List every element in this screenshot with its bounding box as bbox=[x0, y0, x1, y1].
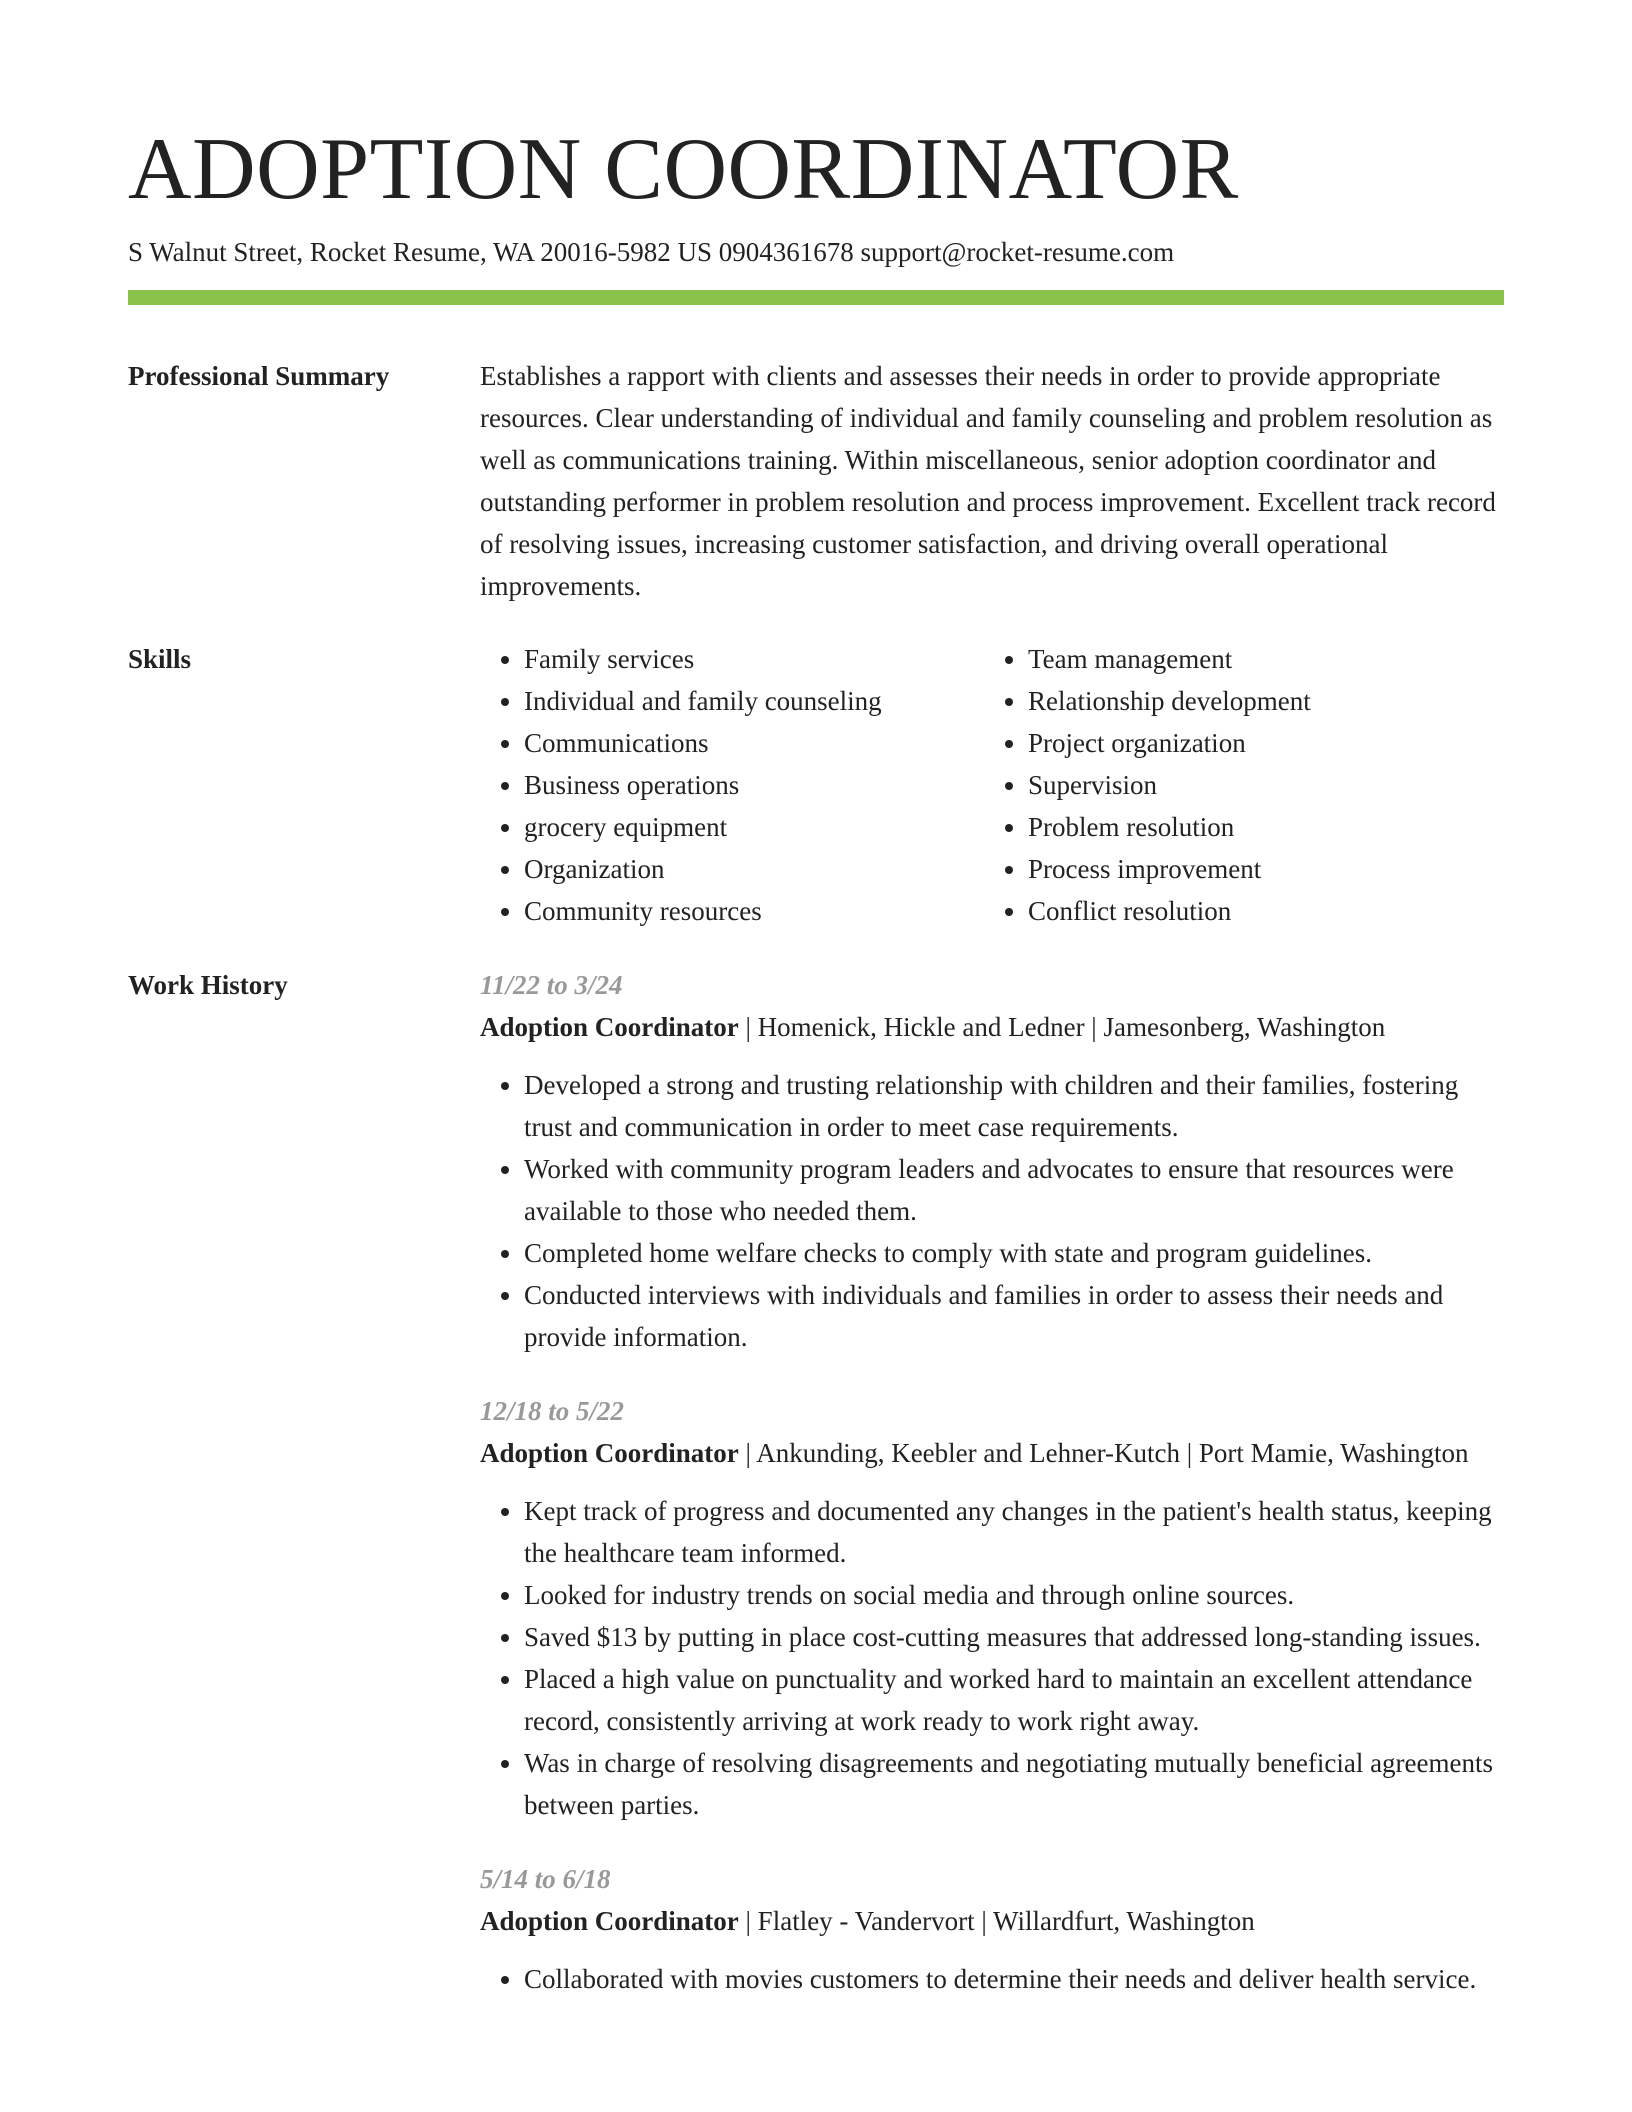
job-bullet: • Conducted interviews with individuals and families in order to assess their needs and provide information. bbox=[524, 1274, 1504, 1358]
contact-line: S Walnut Street, Rocket Resume, WA 20016-5982 US 0904361678 support@rocket-resume.com bbox=[128, 237, 1175, 267]
skill-item: • Family services bbox=[524, 638, 984, 680]
job-bullet: • Looked for industry trends on social media and through online sources. bbox=[524, 1574, 1504, 1616]
job-bullets bbox=[480, 1490, 1504, 1826]
resume-page bbox=[128, 118, 1504, 2032]
skill-item: • Relationship development bbox=[1028, 680, 1488, 722]
job-bullet: • Saved $13 by putting in place cost-cutting measures that addressed long-standing issues. bbox=[524, 1616, 1504, 1658]
professional-summary-section bbox=[128, 355, 1504, 607]
job-bullet: • Worked with community program leaders and advocates to ensure that resources were available to those who needed them. bbox=[524, 1148, 1504, 1232]
work-history-body bbox=[480, 964, 1504, 2032]
job-title: Adoption Coordinator bbox=[480, 1012, 739, 1042]
candidate-name: ADOPTION COORDINATOR bbox=[128, 121, 1239, 218]
skills-body bbox=[480, 638, 1504, 932]
section-title-skills: Skills bbox=[128, 644, 192, 674]
job-bullet: • Completed home welfare checks to comply with state and program guidelines. bbox=[524, 1232, 1504, 1274]
skill-item: • Process improvement bbox=[1028, 848, 1488, 890]
job-employer-location: | Ankunding, Keebler and Lehner-Kutch | Port Mamie, Washington bbox=[738, 1438, 1469, 1468]
skill-item: • Supervision bbox=[1028, 764, 1488, 806]
skill-item: • Individual and family counseling bbox=[524, 680, 984, 722]
skills-section bbox=[128, 638, 1504, 932]
skill-item: • Problem resolution bbox=[1028, 806, 1488, 848]
job-bullets bbox=[480, 1064, 1504, 1358]
job-heading bbox=[480, 1006, 1504, 1048]
job-title: Adoption Coordinator bbox=[480, 1438, 739, 1468]
skill-item: • Community resources bbox=[524, 890, 984, 932]
job-dates: 5/14 to 6/18 bbox=[480, 1864, 611, 1894]
job-employer-location: | Homenick, Hickle and Ledner | Jamesonberg, Washington bbox=[738, 1012, 1386, 1042]
job-entry bbox=[480, 964, 1504, 1358]
job-bullet: • Kept track of progress and documented any changes in the patient's health status, keeping the healthcare team informed. bbox=[524, 1490, 1504, 1574]
skills-right-list bbox=[984, 638, 1488, 932]
job-bullet: • Placed a high value on punctuality and worked hard to maintain an excellent attendance record, consistently arriving at work ready to work right away. bbox=[524, 1658, 1504, 1742]
skill-item: • Business operations bbox=[524, 764, 984, 806]
job-title: Adoption Coordinator bbox=[480, 1906, 739, 1936]
section-title-work: Work History bbox=[128, 970, 288, 1000]
job-employer-location: | Flatley - Vandervort | Willardfurt, Washington bbox=[738, 1906, 1255, 1936]
job-entry bbox=[480, 1858, 1504, 2000]
job-dates: 11/22 to 3/24 bbox=[480, 970, 623, 1000]
job-heading bbox=[480, 1900, 1504, 1942]
job-heading bbox=[480, 1432, 1504, 1474]
skill-item: • Project organization bbox=[1028, 722, 1488, 764]
skills-left-list bbox=[480, 638, 984, 932]
summary-text: Establishes a rapport with clients and assesses their needs in order to provide appropriate resources. Clear understanding of individual and family counseling and problem resolution as well as communications training. Within miscellaneous, senior adoption coordinator and outstanding performer in problem resolution and process improvement. Excellent track record of resolving issues, increasing customer satisfaction, and driving overall operational improvements. bbox=[480, 361, 1496, 601]
job-entry bbox=[480, 1390, 1504, 1826]
job-bullets bbox=[480, 1958, 1504, 2000]
skill-item: • Communications bbox=[524, 722, 984, 764]
job-dates: 12/18 to 5/22 bbox=[480, 1396, 625, 1426]
section-title-summary: Professional Summary bbox=[128, 361, 390, 391]
job-bullet: • Collaborated with movies customers to determine their needs and deliver health service. bbox=[524, 1958, 1504, 2000]
job-bullet: • Was in charge of resolving disagreements and negotiating mutually beneficial agreements between parties. bbox=[524, 1742, 1504, 1826]
work-history-section bbox=[128, 964, 1504, 2032]
skill-item: • Organization bbox=[524, 848, 984, 890]
header-divider bbox=[128, 290, 1504, 305]
skill-item: • Team management bbox=[1028, 638, 1488, 680]
job-bullet: • Developed a strong and trusting relationship with children and their families, fostering trust and communication in order to meet case requirements. bbox=[524, 1064, 1504, 1148]
skill-item: • grocery equipment bbox=[524, 806, 984, 848]
skill-item: • Conflict resolution bbox=[1028, 890, 1488, 932]
